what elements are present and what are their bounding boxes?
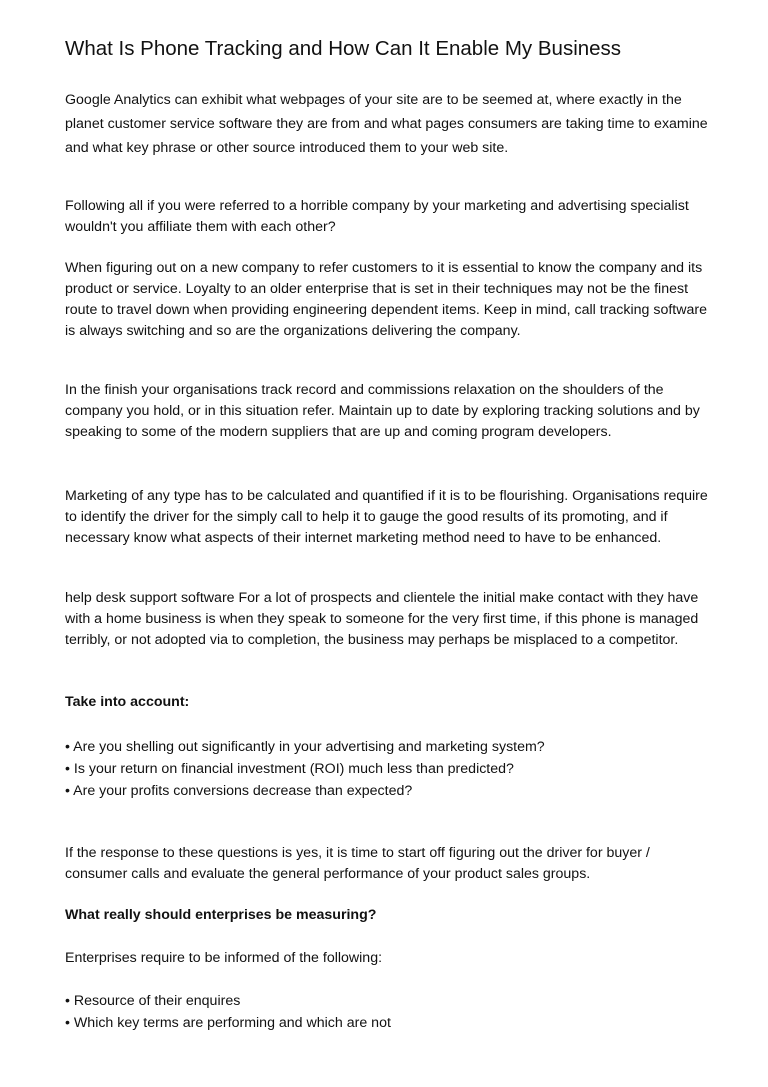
paragraph-informed: Enterprises require to be informed of the following: xyxy=(65,950,383,966)
paragraph-marketing: Marketing of any type has to be calculated and quantified if it is to be flourishing. Organisations require to identify the driver for the simply call to help it to gauge the good results of its promoting, and if necessary know what aspects of their internet marketing method need to have to be enhanced. xyxy=(65,488,708,546)
bullet-list-measures xyxy=(65,990,715,1034)
heading-measuring: What really should enterprises be measuring? xyxy=(65,907,377,923)
paragraph-response: If the response to these questions is yes, it is time to start off figuring out the driver for buyer / consumer calls and evaluate the general performance of your product sales groups. xyxy=(65,845,650,882)
paragraph-new-company: When figuring out on a new company to refer customers to it is essential to know the company and its product or service. Loyalty to an older enterprise that is set in their techniques may not be the finest route to travel down when providing engineering dependent items. Keep in mind, call tracking software is always switching and so are the organizations delivering the company. xyxy=(65,260,707,339)
list-item: • Are you shelling out significantly in your advertising and marketing system? xyxy=(65,739,545,755)
paragraph-google-analytics: Google Analytics can exhibit what webpages of your site are to be seemed at, where exactly in the planet customer service software they are from and what pages consumers are taking time to examine and what key phrase or other source introduced them to your web site. xyxy=(65,92,708,156)
document-title: What Is Phone Tracking and How Can It Enable My Business xyxy=(65,37,622,60)
paragraph-referral: Following all if you were referred to a horrible company by your marketing and advertising specialist wouldn't you affiliate them with each other? xyxy=(65,198,689,235)
list-item: • Are your profits conversions decrease than expected? xyxy=(65,783,413,799)
bullet-list-questions xyxy=(65,736,715,802)
paragraph-help-desk: help desk support software For a lot of prospects and clientele the initial make contact with they have with a home business is when they speak to someone for the very first time, if this phone is managed terribly, or not adopted via to completion, the business may perhaps be misplaced to a competitor. xyxy=(65,590,699,648)
list-item: • Which key terms are performing and which are not xyxy=(65,1015,391,1031)
paragraph-track-record: In the finish your organisations track record and commissions relaxation on the shoulders of the company you hold, or in this situation refer. Maintain up to date by exploring tracking solutions and by speaking to some of the modern suppliers that are up and coming program developers. xyxy=(65,382,700,440)
list-item: • Is your return on financial investment (ROI) much less than predicted? xyxy=(65,761,514,777)
list-item: • Resource of their enquires xyxy=(65,993,241,1009)
heading-take-into-account: Take into account: xyxy=(65,694,190,710)
